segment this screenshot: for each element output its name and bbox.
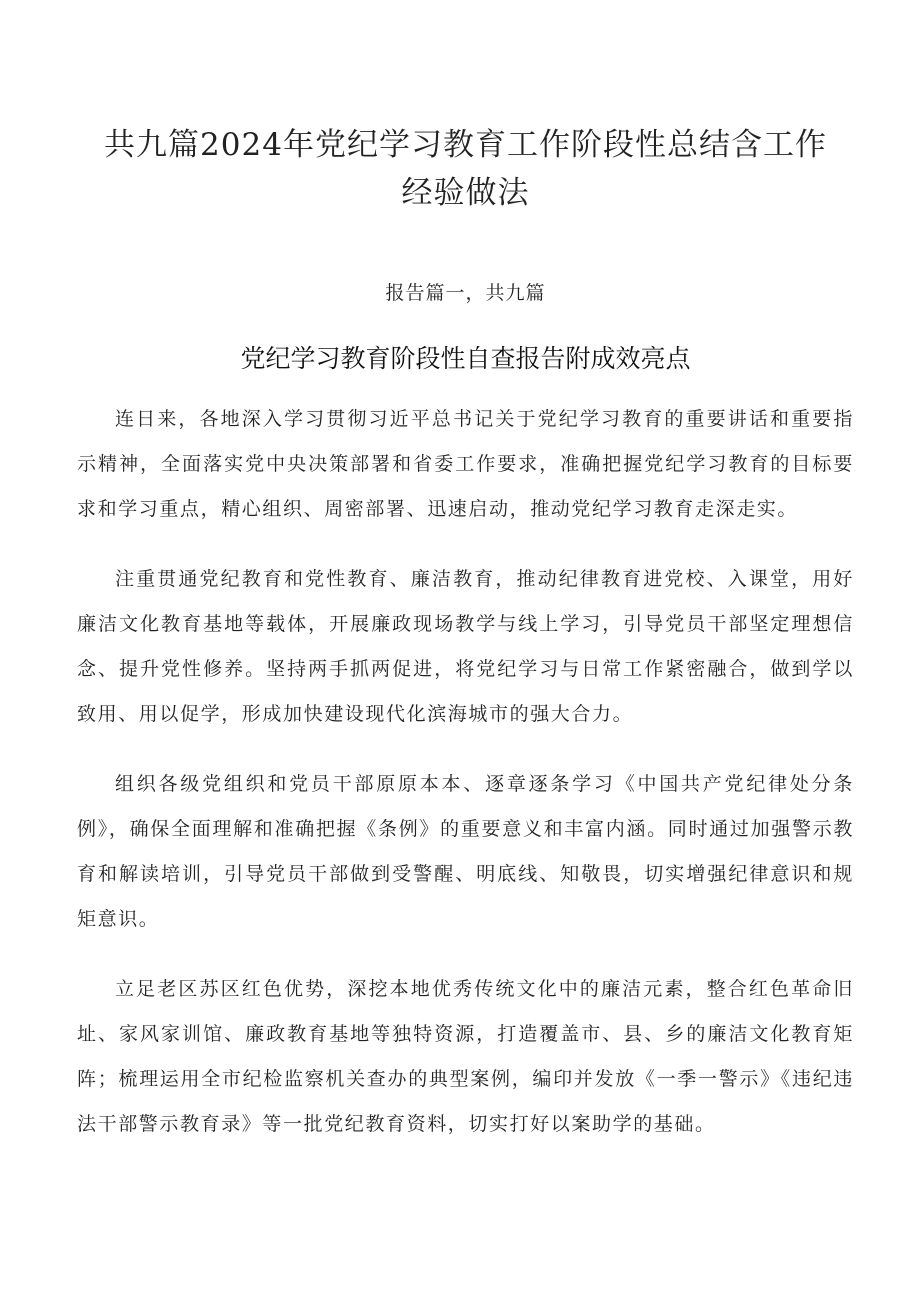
document-title — [77, 0, 854, 217]
paragraph-3: 组织各级党组织和党员干部原原本本、逐章逐条学习《中国共产党纪律处分条例》，确保全面理解和准确把握《条例》的重要意义和丰富内涵。同时通过加强警示教育和解读培训，引导党员干部做到受警醒、明底线、知敬畏，切实增强纪律意识和规矩意识。 — [77, 773, 854, 930]
paragraph-2: 注重贯通党纪教育和党性教育、廉洁教育，推动纪律教育进党校、入课堂，用好廉洁文化教育基地等载体，开展廉政现场教学与线上学习，引导党员干部坚定理想信念、提升党性修养。坚持两手抓两促进，将党纪学习与日常工作紧密融合，做到学以致用、用以促学，形成加快建设现代化滨海城市的强大合力。 — [77, 568, 854, 725]
title-line-1: 共九篇2024年党纪学习教育工作阶段性总结含工作 — [104, 127, 827, 163]
paragraph-4: 立足老区苏区红色优势，深挖本地优秀传统文化中的廉洁元素，整合红色革命旧址、家风家训馆、廉政教育基地等独特资源，打造覆盖市、县、乡的廉洁文化教育矩阵；梳理运用全市纪检监察机关查办的典型案例，编印并发放《一季一警示》《违纪违法干部警示教育录》等一批党纪教育资料，切实打好以案助学的基础。 — [77, 978, 854, 1135]
section-heading: 党纪学习教育阶段性自查报告附成效亮点 — [240, 344, 691, 373]
document-subtitle: 报告篇一，共九篇 — [385, 282, 546, 304]
title-line-2: 经验做法 — [401, 175, 530, 211]
paragraph-1: 连日来，各地深入学习贯彻习近平总书记关于党纪学习教育的重要讲话和重要指示精神，全面落实党中央决策部署和省委工作要求，准确把握党纪学习教育的目标要求和学习重点，精心组织、周密部署、迅速启动，推动党纪学习教育走深走实。 — [77, 408, 854, 520]
